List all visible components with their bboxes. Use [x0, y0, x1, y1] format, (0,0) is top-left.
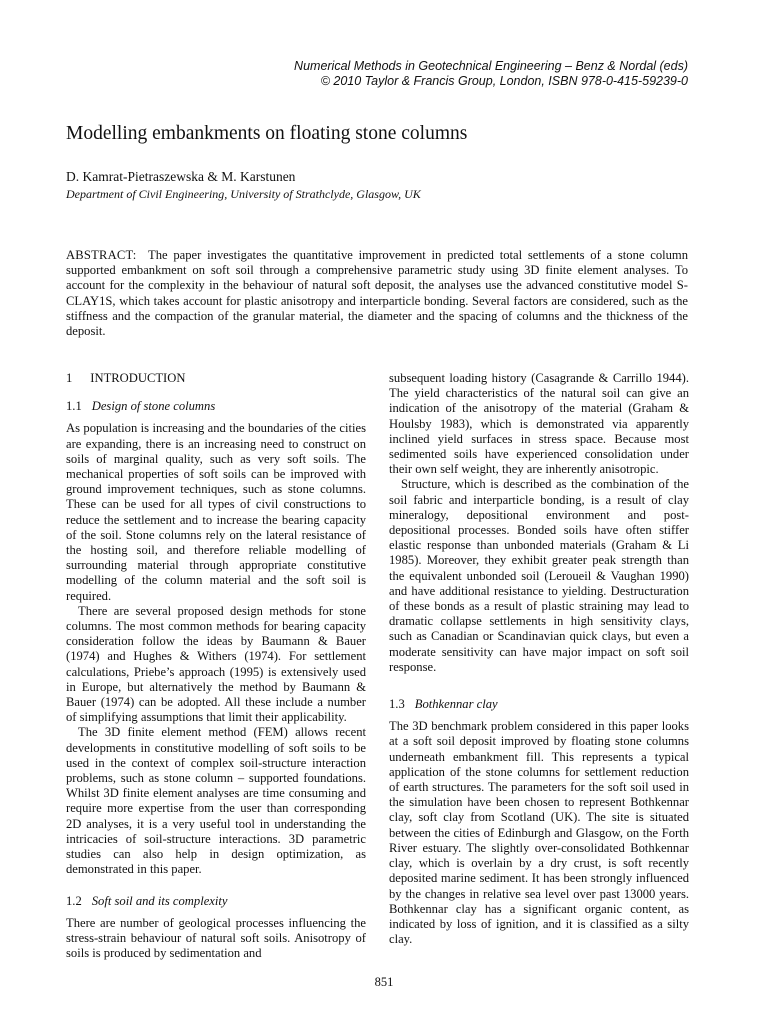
section-1-heading: [66, 371, 366, 386]
paper-title: Modelling embankments on floating stone columns: [66, 123, 468, 144]
paper-affiliation: Department of Civil Engineering, University of Strathclyde, Glasgow, UK: [66, 187, 421, 201]
section-title: Design of stone columns: [91, 399, 216, 414]
section-title: Bothkennar clay: [414, 697, 498, 712]
paragraph: The 3D finite element method (FEM) allows recent developments in constitutive modelling of soft soils to be used in the context of complex soil-structure interaction problems, such as stone column – supported foundations. Whilst 3D finite element analyses are time consuming and require more expertise from the user than corresponding 2D analyses, it is a very useful tool in understanding the intricacies of soil-structure interactions. 3D parametric studies can also help in design optimization, as demonstrated in this paper.: [66, 725, 366, 877]
section-number: 1.3: [389, 697, 405, 712]
section-number: 1.1: [66, 399, 82, 414]
page-number: 851: [374, 975, 394, 989]
section-number: 1.2: [66, 893, 82, 908]
section-1-3-heading: [389, 697, 689, 712]
section-title: INTRODUCTION: [90, 371, 186, 385]
left-column: [66, 371, 366, 961]
paper-authors: D. Kamrat-Pietraszewska & M. Karstunen: [66, 169, 296, 184]
section-number: 1: [66, 371, 73, 385]
header-line-1: Numerical Methods in Geotechnical Engineering – Benz & Nordal (eds): [294, 59, 688, 73]
section-1-2-heading: [66, 894, 366, 909]
paragraph: There are number of geological processes influencing the stress-strain behaviour of natural soft soils. Anisotropy of soils is produced by sedimentation and: [66, 915, 366, 961]
section-1-1-heading: [66, 399, 366, 414]
section-title: Soft soil and its complexity: [91, 893, 228, 908]
header-line-2: © 2010 Taylor & Francis Group, London, ISBN 978-0-415-59239-0: [320, 74, 688, 88]
abstract: [66, 248, 688, 339]
running-header: [168, 59, 688, 89]
paragraph: The 3D benchmark problem considered in this paper looks at a soft soil deposit improved by floating stone columns underneath embankment fill. This represents a typical application of the stone columns for settlement reduction of earth structures. The parameters for the soft soil used in the simulation have been chosen to represent Bothkennar clay, soft clay from Scotland (UK). The site is situated between the cities of Edinburgh and Glasgow, on the Forth River estuary. The slightly over-consolidated Bothkennar clay, which is overlain by a dry crust, is soft recently deposited marine sediment. It has been strongly influenced by the changes in relative sea level over past 13000 years. Bothkennar clay has a significant organic content, as indicated by loss of ignition, and it is classified as a silty clay.: [389, 719, 689, 947]
paragraph: subsequent loading history (Casagrande & Carrillo 1944). The yield characteristics of the natural soil can give an indication of the anisotropy of the material (Graham & Houlsby 1983), which is demonstrated via apparently inclined yield surfaces in stress space. Because most sedimented soils have experienced consolidation under their own self weight, they are inherently anisotropic.: [389, 371, 689, 477]
abstract-label: ABSTRACT:: [66, 248, 137, 262]
paragraph: As population is increasing and the boundaries of the cities are expanding, there is an increasing need to construct on soils of marginal quality, such as very soft soils. The mechanical properties of soft soils can be improved with ground improvement techniques, such as stone columns. These can be used for all types of civil constructions to reduce the settlement and to increase the bearing capacity of the soil. Stone columns rely on the lateral resistance of the hosting soil, and therefore reliable modelling of surrounding material through appropriate constitutive modelling of the column material and the soft soil is required.: [66, 421, 366, 603]
paragraph: There are several proposed design methods for stone columns. The most common methods for bearing capacity consideration follow the ideas by Baumann & Bauer (1974) and Hughes & Withers (1974). For settlement calculations, Priebe’s approach (1995) is extensively used in Europe, but alternatively the method by Baumann & Bauer (1974) can be adopted. All these include a number of simplifying assumptions that limit their applicability.: [66, 603, 366, 725]
abstract-text: The paper investigates the quantitative improvement in predicted total settlements of a stone column supported embankment on soft soil through a comprehensive parametric study using 3D finite element analyses. To account for the complexity in the behaviour of natural soft deposit, the analyses use the advanced constitutive model S-CLAY1S, which takes account for plastic anisotropy and interparticle bonding. Several factors are considered, such as the stiffness and the compaction of the granular material, the diameter and the spacing of columns and the thickness of the deposit.: [66, 248, 689, 339]
paragraph: Structure, which is described as the combination of the soil fabric and interparticle bonding, is a result of clay mineralogy, depositional environment and post-depositional processes. Bonded soils have often stiffer elastic response than unbonded materials (Graham & Li 1985). Moreover, they exhibit greater peak strength than the equivalent unbonded soil (Leroueil & Vaughan 1990) and have additional resistance to yielding. Destructuration of these bonds as a result of plastic straining may lead to dramatic collapse settlements in high sensitivity clays, such as Canadian or Scandinavian quick clays, but even a moderate sensitivity can have major impact on soft soil response.: [389, 477, 689, 674]
right-column: [389, 371, 689, 947]
